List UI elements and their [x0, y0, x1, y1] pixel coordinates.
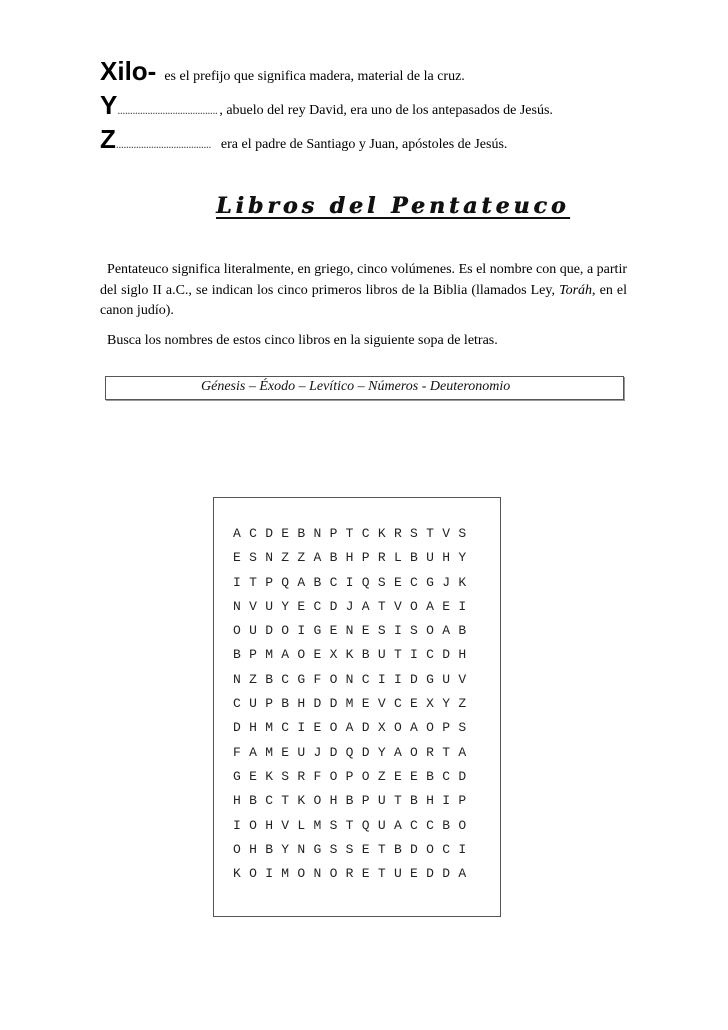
word-search-letter: H [458, 647, 467, 663]
word-search-row [233, 575, 474, 599]
definition-text: era el padre de Santiago y Juan, apóstoles de Jesús. [220, 137, 508, 152]
word-search-letter: O [297, 866, 306, 882]
word-search-letter: P [265, 574, 273, 590]
definition-z [100, 124, 507, 155]
word-search-letter: B [393, 841, 402, 857]
word-search-letter: D [265, 623, 273, 639]
word-search-row [233, 818, 474, 842]
word-search-letter: D [329, 696, 338, 712]
definition-term: Xilo- [100, 56, 157, 86]
word-search-letter: Y [281, 841, 290, 857]
word-search-letter: I [233, 817, 241, 833]
word-search-letter: C [410, 817, 418, 833]
word-search-row [233, 793, 474, 817]
word-search-letter: C [393, 696, 402, 712]
word-search-letter: A [361, 598, 370, 614]
word-search-letter: M [281, 866, 290, 882]
word-search-letter: A [410, 720, 418, 736]
word-search-letter: D [442, 866, 451, 882]
book-list-text: Génesis – Éxodo – Levítico – Números - Deuteronomio [201, 379, 511, 394]
word-search-letter: H [329, 793, 338, 809]
word-search-letter: N [345, 671, 354, 687]
word-search-letter: C [426, 817, 434, 833]
word-search-letter: L [297, 817, 306, 833]
word-search-letter: E [442, 598, 451, 614]
word-search-letter: H [249, 841, 257, 857]
word-search-letter: P [361, 793, 370, 809]
word-search-letter: E [313, 647, 322, 663]
word-search-row [233, 866, 474, 890]
word-search-letter: Q [361, 817, 370, 833]
word-search-letter: H [442, 550, 451, 566]
word-search-letter: G [313, 841, 322, 857]
word-search-letter: C [281, 720, 290, 736]
word-search-letter: D [361, 744, 370, 760]
word-search-letter: P [458, 793, 467, 809]
word-search-letter: J [345, 598, 354, 614]
definition-blank: ...................................... [115, 137, 211, 151]
word-search-letter: O [361, 768, 370, 784]
word-search-letter: D [442, 647, 451, 663]
word-search-letter: Y [442, 696, 451, 712]
word-search-letter: I [345, 574, 354, 590]
word-search-letter: G [233, 768, 241, 784]
word-search-letter: Z [377, 768, 386, 784]
word-search-letter: E [410, 768, 418, 784]
word-search-letter: G [426, 671, 434, 687]
word-search-letter: X [426, 696, 434, 712]
word-search-letter: B [297, 526, 306, 541]
word-search-letter: C [426, 647, 434, 663]
word-search-letter: U [249, 696, 257, 712]
word-search-letter: H [265, 817, 273, 833]
word-search-letter: O [426, 623, 434, 639]
word-search-letter: I [442, 793, 451, 809]
word-search-letter: V [249, 598, 257, 614]
word-search-letter: T [426, 526, 434, 541]
word-search-letter: M [265, 720, 273, 736]
word-search-letter: U [442, 671, 451, 687]
word-search-row [233, 696, 474, 720]
word-search-letter: O [249, 817, 257, 833]
word-search-letter: D [410, 671, 418, 687]
word-search-letter: I [458, 841, 467, 857]
word-search-letter: K [265, 768, 273, 784]
word-search-letter: E [410, 696, 418, 712]
word-search-letter: H [249, 720, 257, 736]
word-search-row [233, 599, 474, 623]
word-search-letter: N [297, 841, 306, 857]
word-search-letter: V [281, 817, 290, 833]
word-search-letter: P [442, 720, 451, 736]
word-search-letter: H [297, 696, 306, 712]
word-search-letter: E [297, 598, 306, 614]
word-search-letter: E [361, 841, 370, 857]
word-search-letter: T [393, 793, 402, 809]
word-search-letter: B [458, 623, 467, 639]
word-search-letter: K [345, 647, 354, 663]
word-search-letter: B [426, 768, 434, 784]
word-search-letter: J [313, 744, 322, 760]
word-search-letter: K [377, 526, 386, 541]
word-search-letter: S [377, 574, 386, 590]
word-search-letter: A [458, 866, 467, 882]
word-search-letter: S [410, 623, 418, 639]
word-search-letter: B [265, 841, 273, 857]
word-search-letter: E [281, 526, 290, 541]
word-search-letter: N [233, 598, 241, 614]
word-search-letter: C [442, 841, 451, 857]
word-search-letter: A [458, 744, 467, 760]
word-search-letter: V [458, 671, 467, 687]
word-search-letter: D [233, 720, 241, 736]
definition-text: , abuelo del rey David, era uno de los antepasados de Jesús. [219, 103, 553, 118]
word-search-letter: H [426, 793, 434, 809]
word-search-letter: Z [458, 696, 467, 712]
word-search-letter: A [393, 744, 402, 760]
word-search-letter: O [410, 598, 418, 614]
word-search-letter: O [329, 866, 338, 882]
word-search-letter: S [345, 841, 354, 857]
word-search-letter: S [377, 623, 386, 639]
word-search-letter: T [345, 526, 354, 541]
word-search-letter: H [345, 550, 354, 566]
word-search-letter: C [410, 574, 418, 590]
word-search-letter: P [361, 550, 370, 566]
word-search-letter: T [377, 598, 386, 614]
word-search-row [233, 720, 474, 744]
word-search-letter: X [377, 720, 386, 736]
word-search-letter: C [442, 768, 451, 784]
page-title: Libros del Pentateuco [216, 193, 570, 219]
word-search-letter: P [329, 526, 338, 541]
word-search-letter: O [249, 866, 257, 882]
word-search-letter: C [249, 526, 257, 541]
word-search-row [233, 672, 474, 696]
word-search-letter: M [313, 817, 322, 833]
word-search-letter: U [297, 744, 306, 760]
word-search-letter: C [361, 526, 370, 541]
word-search-letter: R [345, 866, 354, 882]
word-search-letter: Q [361, 574, 370, 590]
word-search-letter: E [410, 866, 418, 882]
word-search-letter: N [345, 623, 354, 639]
word-search-letter: C [281, 671, 290, 687]
word-search-letter: C [313, 598, 322, 614]
word-search-letter: B [265, 671, 273, 687]
word-search-letter: O [329, 768, 338, 784]
word-search-letter: S [458, 526, 467, 541]
word-search-letter: G [313, 623, 322, 639]
word-search-letter: V [377, 696, 386, 712]
word-search-letter: U [377, 647, 386, 663]
word-search-letter: E [393, 768, 402, 784]
word-search-letter: C [329, 574, 338, 590]
word-search-letter: X [329, 647, 338, 663]
word-search-letter: A [297, 574, 306, 590]
word-search-letter: T [281, 793, 290, 809]
word-search-letter: M [265, 647, 273, 663]
definition-xilo [100, 56, 465, 87]
word-search-letter: O [393, 720, 402, 736]
word-search-letter: I [393, 623, 402, 639]
intro-emphasis: Toráh [559, 282, 593, 298]
word-search-letter: I [377, 671, 386, 687]
word-search-row [233, 647, 474, 671]
word-search-letter: B [410, 793, 418, 809]
word-search-letter: O [233, 623, 241, 639]
instruction-paragraph [100, 331, 627, 352]
word-search-letter: D [458, 768, 467, 784]
word-search-row [233, 842, 474, 866]
word-search-letter: O [329, 720, 338, 736]
word-search-letter: S [329, 817, 338, 833]
word-search-letter: O [426, 841, 434, 857]
word-search-row [233, 526, 474, 550]
word-search-letter: G [426, 574, 434, 590]
word-search-letter: T [345, 817, 354, 833]
definition-text: es el prefijo que significa madera, material de la cruz. [164, 69, 465, 84]
word-search-letter: E [393, 574, 402, 590]
word-search-letter: B [345, 793, 354, 809]
word-search-letter: A [313, 550, 322, 566]
word-search-letter: E [281, 744, 290, 760]
word-search-letter: O [297, 647, 306, 663]
word-search-letter: P [249, 647, 257, 663]
word-search-letter: I [265, 866, 273, 882]
word-search-letter: B [410, 550, 418, 566]
word-search-letter: D [313, 696, 322, 712]
word-search-letter: V [393, 598, 402, 614]
word-search-letter: E [329, 623, 338, 639]
word-search-letter: O [313, 793, 322, 809]
word-search-letter: O [281, 623, 290, 639]
word-search-letter: I [297, 623, 306, 639]
word-search-letter: A [281, 647, 290, 663]
instruction-text: Busca los nombres de estos cinco libros en la siguiente sopa de letras. [107, 333, 498, 348]
word-search-letter: T [249, 574, 257, 590]
word-search-letter: A [442, 623, 451, 639]
word-search-letter: B [281, 696, 290, 712]
word-search-letter: Z [281, 550, 290, 566]
word-search-letter: L [393, 550, 402, 566]
word-search-letter: V [442, 526, 451, 541]
word-search-letter: S [281, 768, 290, 784]
word-search-letter: I [393, 671, 402, 687]
word-search-box [213, 497, 501, 917]
word-search-letter: B [233, 647, 241, 663]
word-search-letter: B [361, 647, 370, 663]
word-search-letter: U [377, 793, 386, 809]
word-search-letter: B [249, 793, 257, 809]
word-search-letter: T [377, 841, 386, 857]
word-search-letter: N [265, 550, 273, 566]
word-search-letter: E [361, 866, 370, 882]
word-search-letter: B [329, 550, 338, 566]
word-search-row [233, 769, 474, 793]
word-search-letter: R [426, 744, 434, 760]
word-search-letter: D [329, 598, 338, 614]
word-search-letter: T [377, 866, 386, 882]
word-search-letter: U [265, 598, 273, 614]
word-search-letter: D [410, 841, 418, 857]
word-search-letter: C [361, 671, 370, 687]
word-search-letter: E [249, 768, 257, 784]
word-search-letter: U [393, 866, 402, 882]
word-search-letter: Y [377, 744, 386, 760]
word-search-letter: F [313, 671, 322, 687]
word-search-row [233, 623, 474, 647]
definition-y [100, 90, 553, 121]
word-search-letter: E [233, 550, 241, 566]
word-search-letter: O [458, 817, 467, 833]
word-search-letter: A [233, 526, 241, 541]
word-search-letter: H [233, 793, 241, 809]
word-search-letter: A [249, 744, 257, 760]
word-search-letter: M [345, 696, 354, 712]
word-search-letter: D [265, 526, 273, 541]
word-search-letter: S [458, 720, 467, 736]
word-search-letter: E [361, 623, 370, 639]
word-search-letter: K [458, 574, 467, 590]
word-search-letter: R [393, 526, 402, 541]
word-search-letter: F [313, 768, 322, 784]
word-search-letter: I [297, 720, 306, 736]
word-search-letter: A [393, 817, 402, 833]
word-search-letter: I [458, 598, 467, 614]
intro-paragraph [100, 260, 627, 322]
word-search-grid [233, 526, 474, 890]
word-search-letter: D [361, 720, 370, 736]
word-search-letter: S [329, 841, 338, 857]
word-search-letter: O [329, 671, 338, 687]
word-search-letter: Z [297, 550, 306, 566]
word-search-letter: P [265, 696, 273, 712]
word-search-letter: F [233, 744, 241, 760]
word-search-letter: K [233, 866, 241, 882]
word-search-letter: I [233, 574, 241, 590]
word-search-letter: R [377, 550, 386, 566]
word-search-letter: E [361, 696, 370, 712]
word-search-letter: Q [345, 744, 354, 760]
word-search-letter: U [426, 550, 434, 566]
word-search-letter: Q [281, 574, 290, 590]
word-search-letter: C [233, 696, 241, 712]
intro-text-before: Pentateuco significa literalmente, en griego, cinco volúmenes. Es el nombre con que, a partir del siglo II a.C., se indican los cinco primeros libros de la Biblia (llamados Ley, [100, 262, 627, 298]
word-search-letter: T [393, 647, 402, 663]
word-search-letter: D [329, 744, 338, 760]
definition-term: Z [100, 124, 116, 154]
word-search-letter: O [426, 720, 434, 736]
word-search-letter: M [265, 744, 273, 760]
word-search-letter: Z [249, 671, 257, 687]
word-search-letter: U [249, 623, 257, 639]
word-search-letter: P [345, 768, 354, 784]
word-search-row [233, 745, 474, 769]
word-search-letter: C [265, 793, 273, 809]
word-search-letter: N [313, 526, 322, 541]
word-search-letter: J [442, 574, 451, 590]
word-search-letter: E [313, 720, 322, 736]
word-search-letter: K [297, 793, 306, 809]
word-search-letter: I [410, 647, 418, 663]
word-search-letter: D [426, 866, 434, 882]
word-search-letter: R [297, 768, 306, 784]
word-search-letter: S [410, 526, 418, 541]
word-search-letter: Y [458, 550, 467, 566]
word-search-letter: S [249, 550, 257, 566]
word-search-letter: G [297, 671, 306, 687]
word-search-letter: N [313, 866, 322, 882]
word-search-row [233, 550, 474, 574]
word-search-letter: A [426, 598, 434, 614]
word-search-letter: U [377, 817, 386, 833]
word-search-letter: T [442, 744, 451, 760]
word-search-letter: A [345, 720, 354, 736]
word-search-letter: O [410, 744, 418, 760]
intro-text-after: , en el canon judío). [100, 282, 627, 318]
word-search-letter: B [313, 574, 322, 590]
word-search-letter: O [233, 841, 241, 857]
book-list-banner [105, 376, 624, 400]
definition-term: Y [100, 90, 118, 120]
word-search-letter: B [442, 817, 451, 833]
word-search-letter: Y [281, 598, 290, 614]
word-search-letter: N [233, 671, 241, 687]
definition-blank: ........................................ [117, 103, 218, 117]
